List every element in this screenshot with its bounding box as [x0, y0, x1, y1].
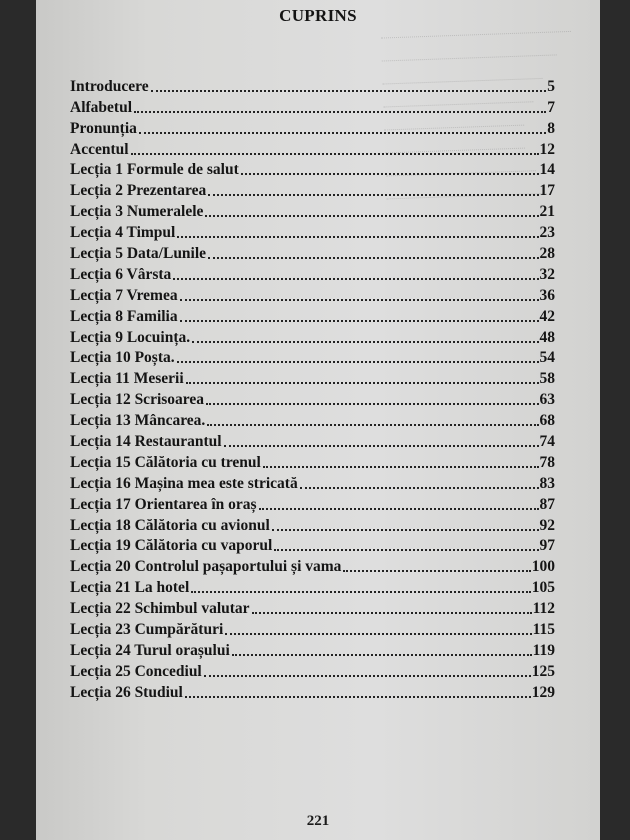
toc-entry: [70, 263, 555, 284]
dot-leader: [343, 570, 530, 572]
toc-entry-title: Lecția 7 Vremea: [70, 286, 178, 304]
toc-entry-title: Lecția 25 Concediul: [70, 662, 202, 680]
toc-entry: [70, 305, 555, 326]
toc-entry: [70, 388, 555, 409]
dot-leader: [259, 508, 539, 510]
toc-entry-title: Lecția 23 Cumpărături: [70, 621, 224, 639]
dot-leader: [191, 591, 531, 593]
dot-leader: [185, 696, 531, 698]
dot-leader: [173, 278, 538, 280]
toc-entry: [70, 430, 555, 451]
book-page: [36, 0, 600, 840]
dot-leader: [177, 361, 539, 363]
dot-leader: [241, 173, 539, 175]
toc-entry-page: 32: [539, 265, 555, 283]
toc-entry-title: Introducere: [70, 77, 149, 95]
toc-entry-page: 119: [532, 641, 555, 659]
toc-entry-page: 78: [539, 453, 555, 471]
toc-entry-title: Lecția 18 Călătoria cu avionul: [70, 516, 270, 534]
toc-entry-page: 23: [539, 224, 555, 242]
toc-entry-page: 5: [547, 77, 555, 95]
dot-leader: [207, 424, 538, 426]
dot-leader: [131, 153, 539, 155]
toc-entry: [70, 75, 555, 96]
toc-entry: [70, 159, 555, 180]
toc-entry-page: 17: [539, 182, 555, 200]
toc-entry-page: 63: [539, 391, 555, 409]
toc-entry-title: Lecția 2 Prezentarea: [70, 182, 207, 200]
dot-leader: [232, 654, 532, 656]
dot-leader: [205, 215, 538, 217]
toc-entry-page: 115: [532, 621, 555, 639]
toc-entry-title: Lecția 1 Formule de salut: [70, 161, 239, 179]
toc-entry-title: Lecția 4 Timpul: [70, 224, 176, 242]
toc-entry-page: 54: [539, 349, 555, 367]
toc-entry-title: Lecția 21 La hotel: [70, 579, 190, 597]
toc-entry: [70, 514, 555, 535]
toc-entry: [70, 660, 555, 681]
toc-entry-title: Lecția 20 Controlul pașaportului și vama: [70, 558, 342, 576]
toc-entry: [70, 493, 555, 514]
toc-entry: [70, 472, 555, 493]
dot-leader: [204, 675, 531, 677]
page-number: 221: [306, 813, 330, 829]
toc-entry-page: 87: [539, 495, 555, 513]
toc-entry: [70, 555, 555, 576]
toc-entry: [70, 576, 555, 597]
toc-entry-title: Lecția 13 Mâncarea.: [70, 412, 206, 430]
toc-entry: [70, 138, 555, 159]
toc-entry-title: Lecția 15 Călătoria cu trenul: [70, 453, 261, 471]
toc-entry-page: 83: [539, 474, 555, 492]
toc-entry-title: Pronunția: [70, 119, 137, 137]
toc-entry: [70, 347, 555, 368]
toc-entry-title: Accentul: [70, 140, 129, 158]
dot-leader: [134, 111, 546, 113]
toc-entry-title: Lecția 19 Călătoria cu vaporul: [70, 537, 273, 555]
toc-entry-title: Lecția 26 Studiul: [70, 683, 183, 701]
toc-entry-page: 42: [539, 307, 555, 325]
toc-entry-title: Lecția 14 Restaurantul: [70, 433, 222, 451]
toc-entry-page: 21: [539, 203, 555, 221]
toc-entry-page: 48: [539, 328, 555, 346]
toc-entry-page: 125: [531, 662, 555, 680]
toc-entry: [70, 535, 555, 556]
dot-leader: [252, 612, 532, 614]
toc-entry: [70, 200, 555, 221]
dot-leader: [272, 529, 539, 531]
toc-entry: [70, 326, 555, 347]
dot-leader: [151, 90, 547, 92]
toc-entry-title: Lecția 8 Familia: [70, 307, 178, 325]
toc-entry-title: Lecția 16 Mașina mea este stricată: [70, 474, 298, 492]
toc-entry: [70, 221, 555, 242]
dot-leader: [208, 194, 538, 196]
toc-entry-title: Lecția 22 Schimbul valutar: [70, 600, 250, 618]
dot-leader: [208, 257, 538, 259]
toc-entry: [70, 179, 555, 200]
toc-entry-page: 7: [547, 98, 555, 116]
toc-entry-title: Lecția 12 Scrisoarea: [70, 391, 205, 409]
toc-entry: [70, 451, 555, 472]
toc-entry: [70, 367, 555, 388]
toc-entry: [70, 242, 555, 263]
dot-leader: [177, 236, 538, 238]
dot-leader: [274, 549, 538, 551]
dot-leader: [186, 382, 539, 384]
toc-entry-page: 14: [539, 161, 555, 179]
dot-leader: [225, 633, 531, 635]
toc-entry-page: 68: [539, 412, 555, 430]
dot-leader: [263, 466, 539, 468]
toc-entry-page: 112: [532, 600, 555, 618]
toc-entry: [70, 681, 555, 702]
table-of-contents: [70, 75, 555, 702]
toc-entry-title: Lecția 11 Meserii: [70, 370, 184, 388]
toc-entry-title: Lecția 5 Data/Lunile: [70, 245, 207, 263]
toc-entry-title: Lecția 17 Orientarea în oraș: [70, 495, 257, 513]
toc-entry: [70, 409, 555, 430]
toc-title: CUPRINS: [279, 6, 357, 25]
toc-entry-page: 58: [539, 370, 555, 388]
toc-entry-page: 105: [531, 579, 555, 597]
dot-leader: [192, 341, 538, 343]
dot-leader: [206, 403, 538, 405]
toc-entry-page: 8: [547, 119, 555, 137]
toc-entry-page: 74: [539, 433, 555, 451]
toc-entry-page: 92: [539, 516, 555, 534]
toc-entry-title: Alfabetul: [70, 98, 132, 116]
toc-entry: [70, 597, 555, 618]
toc-entry: [70, 96, 555, 117]
toc-entry-page: 100: [531, 558, 555, 576]
toc-entry: [70, 284, 555, 305]
toc-entry-title: Lecția 10 Poșta.: [70, 349, 175, 367]
toc-entry-page: 97: [539, 537, 555, 555]
toc-entry-title: Lecția 9 Locuința.: [70, 328, 191, 346]
toc-entry: [70, 117, 555, 138]
dot-leader: [224, 445, 539, 447]
toc-entry-page: 129: [531, 683, 555, 701]
toc-entry-title: Lecția 6 Vârsta: [70, 265, 172, 283]
dot-leader: [300, 487, 539, 489]
toc-entry-title: Lecția 3 Numeralele: [70, 203, 204, 221]
dot-leader: [139, 132, 546, 134]
dot-leader: [180, 299, 539, 301]
toc-entry: [70, 618, 555, 639]
toc-entry-title: Lecția 24 Turul orașului: [70, 641, 230, 659]
toc-entry-page: 36: [539, 286, 555, 304]
dot-leader: [180, 320, 539, 322]
toc-entry: [70, 639, 555, 660]
toc-entry-page: 28: [539, 245, 555, 263]
toc-entry-page: 12: [539, 140, 555, 158]
